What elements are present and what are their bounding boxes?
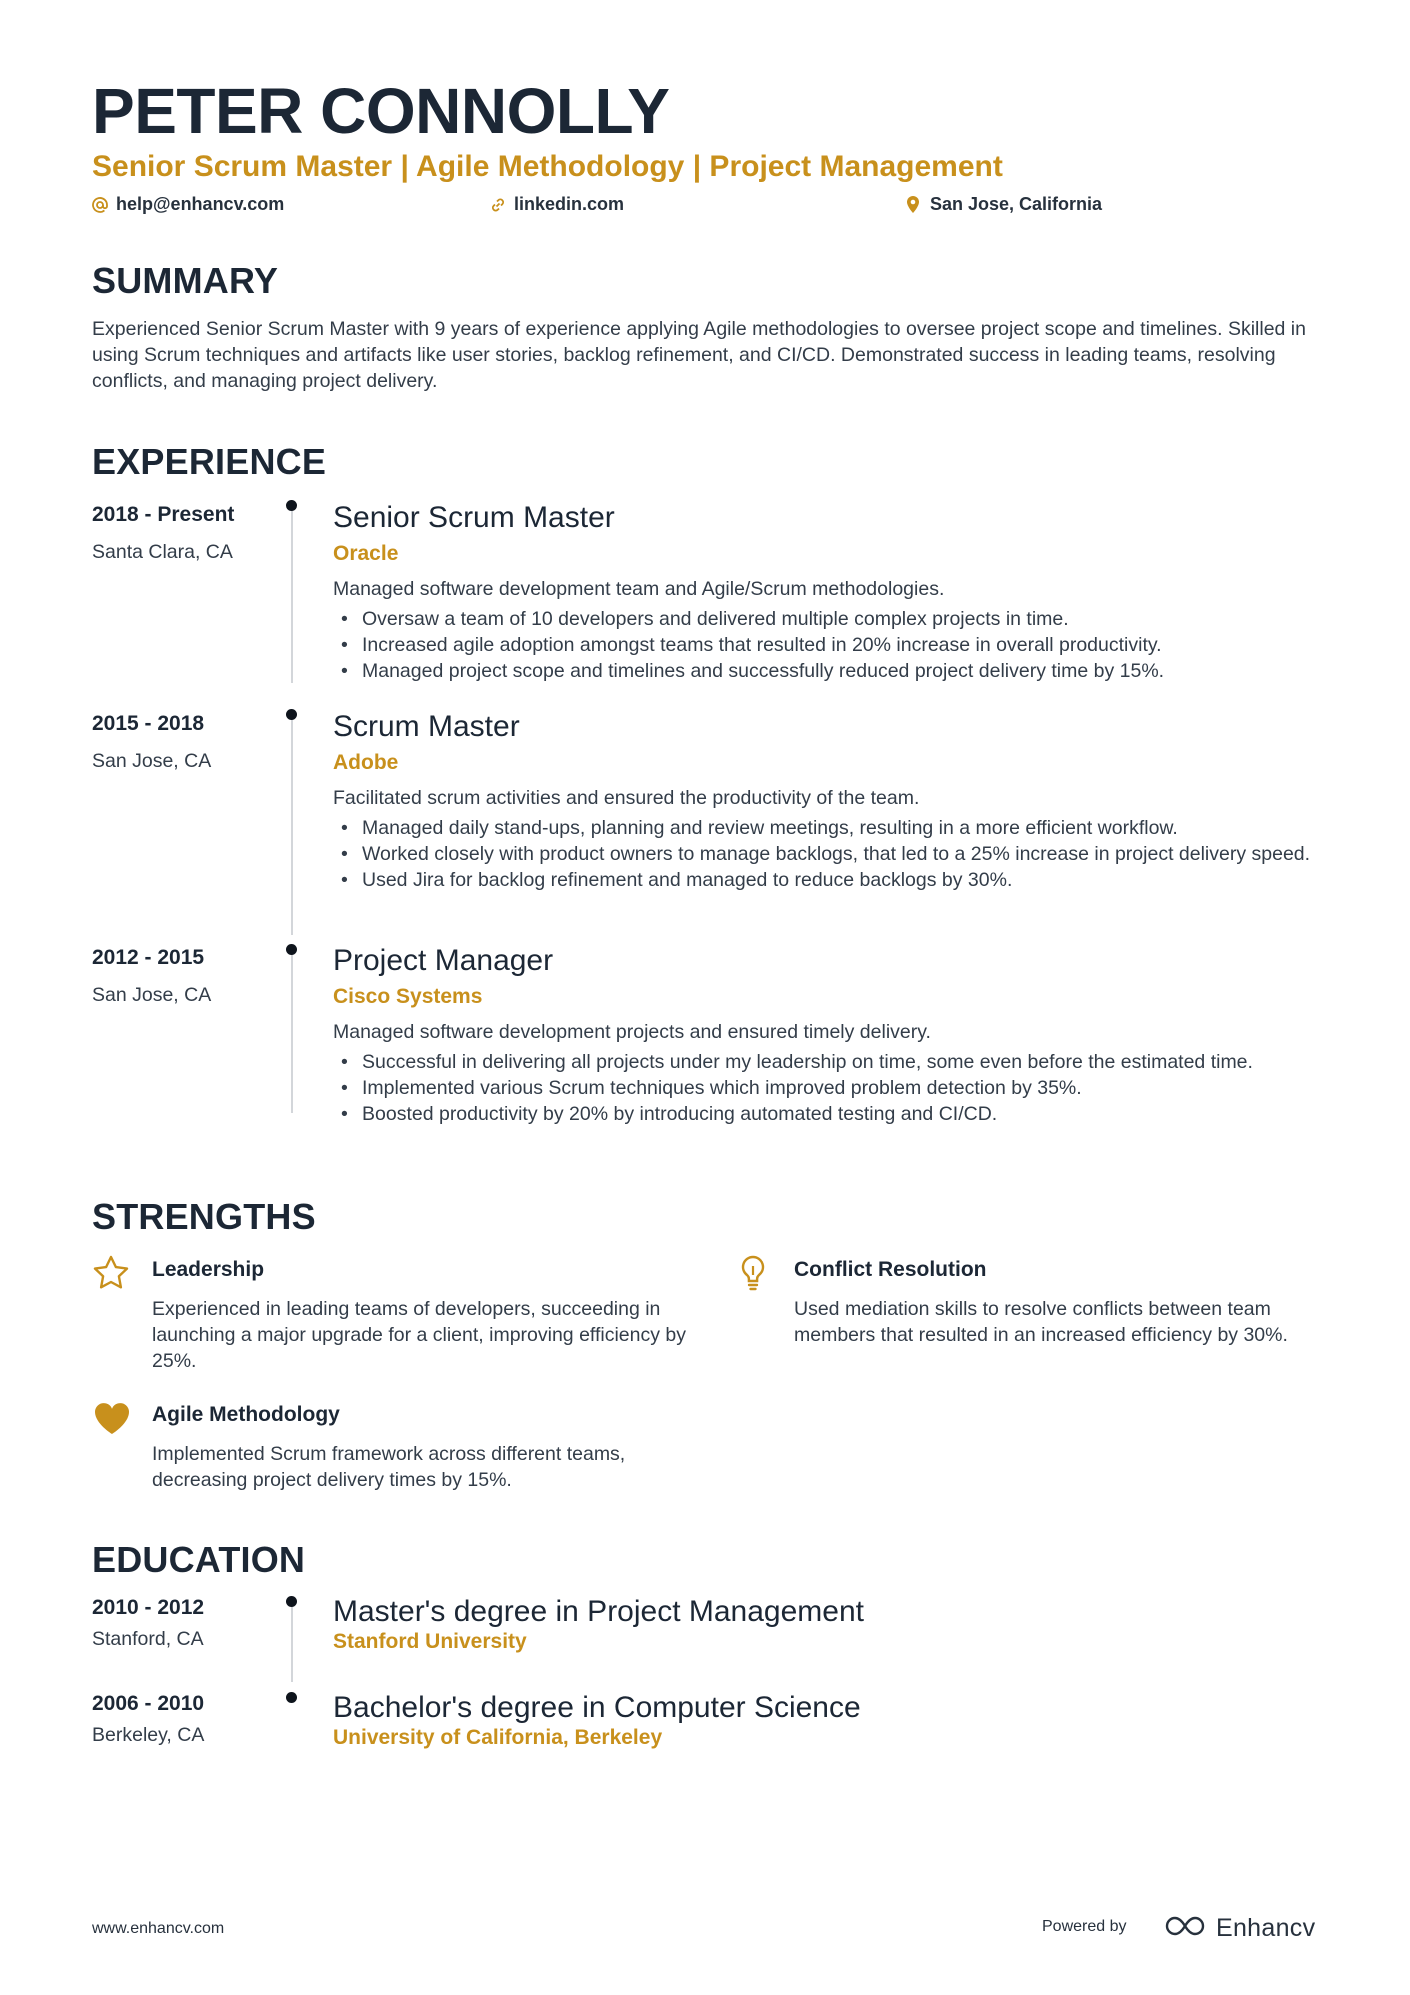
job-meta [92, 710, 272, 774]
strengths-heading: STRENGTHS [92, 1196, 316, 1237]
job-meta [92, 944, 272, 1008]
summary-heading: SUMMARY [92, 260, 279, 301]
brand-logo[interactable] [1162, 1908, 1315, 1948]
strength-title: Conflict Resolution [794, 1258, 987, 1281]
timeline-line [291, 1598, 293, 1682]
location-pin-icon [906, 196, 924, 214]
edu-location: Stanford, CA [92, 1628, 204, 1650]
job-entry [333, 709, 1323, 893]
timeline-dot [286, 500, 297, 511]
job-company: Adobe [333, 751, 399, 774]
strength-title: Leadership [152, 1258, 265, 1281]
contact-email-text: help@enhancv.com [116, 194, 285, 214]
strength-text: Used mediation skills to resolve conflicts between team members that resulted in an increased efficiency by 30%. [794, 1298, 1288, 1346]
strength-text: Implemented Scrum framework across different teams, decreasing project delivery times by 15%. [152, 1443, 626, 1491]
job-dates: 2012 - 2015 [92, 946, 205, 969]
bullet-text: Used Jira for backlog refinement and managed to reduce backlogs by 30%. [362, 869, 1013, 891]
headline: Senior Scrum Master | Agile Methodology | Project Management [92, 150, 1003, 183]
strength-title: Agile Methodology [152, 1403, 340, 1426]
edu-dates: 2006 - 2010 [92, 1692, 205, 1715]
job-dates: 2018 - Present [92, 503, 235, 526]
edu-school: Stanford University [333, 1630, 527, 1653]
job-entry [333, 500, 1323, 684]
timeline-line [291, 500, 293, 683]
edu-meta [92, 1690, 282, 1748]
bullet-text: Worked closely with product owners to manage backlogs, that led to a 25% increase in project delivery speed. [362, 843, 1311, 865]
bullet-text: Boosted productivity by 20% by introducing automated testing and CI/CD. [362, 1103, 998, 1125]
resume-page [92, 0, 1318, 1995]
job-title: Scrum Master [333, 710, 520, 743]
list-item: • Oversaw a team of 10 developers and delivered multiple complex projects in time. [341, 608, 1069, 630]
job-location: San Jose, CA [92, 750, 212, 772]
job-location: San Jose, CA [92, 984, 212, 1006]
list-item: • Worked closely with product owners to manage backlogs, that led to a 25% increase in project delivery speed. [341, 843, 1311, 865]
job-title: Project Manager [333, 944, 554, 977]
star-icon [92, 1254, 130, 1292]
job-bullets [333, 606, 1323, 684]
contact-linkedin[interactable] [490, 194, 624, 215]
summary-text: Experienced Senior Scrum Master with 9 years of experience applying Agile methodologies to oversee project scope and timelines. Skilled in using Scrum techniques and artifacts like user stories, backlog refinement, and CI/CD. Demonstrated success in leading teams, resolving conflicts, and managing project delivery. [92, 318, 1306, 392]
bullet-text: Implemented various Scrum techniques which improved problem detection by 35%. [362, 1077, 1082, 1099]
job-dates: 2015 - 2018 [92, 712, 205, 735]
timeline-line [291, 945, 293, 1113]
list-item: • Managed daily stand-ups, planning and review meetings, resulting in a more efficient workflow. [341, 817, 1178, 839]
lightbulb-icon [734, 1254, 772, 1292]
list-item: • Boosted productivity by 20% by introducing automated testing and CI/CD. [341, 1103, 998, 1125]
job-description: Managed software development projects and ensured timely delivery. [333, 1021, 931, 1043]
job-company: Cisco Systems [333, 985, 483, 1008]
experience-heading: EXPERIENCE [92, 441, 327, 482]
bullet-text: Oversaw a team of 10 developers and delivered multiple complex projects in time. [362, 608, 1069, 630]
heart-icon [92, 1399, 130, 1437]
contact-bar [92, 194, 1318, 220]
job-bullets [333, 1049, 1323, 1127]
edu-school: University of California, Berkeley [333, 1726, 663, 1749]
edu-entry [333, 1594, 1313, 1656]
timeline-line [291, 710, 293, 935]
infinity-logo-icon [1162, 1914, 1208, 1943]
edu-meta [92, 1594, 282, 1652]
job-location: Santa Clara, CA [92, 541, 233, 563]
list-item: • Used Jira for backlog refinement and managed to reduce backlogs by 30%. [341, 869, 1013, 891]
bullet-text: Increased agile adoption amongst teams that resulted in 20% increase in overall productivity. [362, 634, 1162, 656]
strength-text: Experienced in leading teams of developers, succeeding in launching a major upgrade for a client, improving efficiency by 25%. [152, 1298, 687, 1372]
job-description: Managed software development team and Agile/Scrum methodologies. [333, 578, 945, 600]
contact-location-text: San Jose, California [930, 194, 1103, 214]
candidate-name: PETER CONNOLLY [92, 75, 670, 147]
edu-location: Berkeley, CA [92, 1724, 205, 1746]
link-icon [490, 197, 508, 213]
job-bullets [333, 815, 1323, 893]
education-heading: EDUCATION [92, 1539, 306, 1580]
edu-dates: 2010 - 2012 [92, 1596, 205, 1619]
timeline-dot [286, 1596, 297, 1607]
bullet-text: Managed daily stand-ups, planning and review meetings, resulting in a more efficient workflow. [362, 817, 1178, 839]
job-entry [333, 943, 1323, 1127]
timeline-dot [286, 709, 297, 720]
edu-entry [333, 1690, 1313, 1752]
footer-url[interactable]: www.enhancv.com [92, 1920, 225, 1937]
list-item: • Implemented various Scrum techniques which improved problem detection by 35%. [341, 1077, 1082, 1099]
list-item: • Increased agile adoption amongst teams that resulted in 20% increase in overall productivity. [341, 634, 1162, 656]
list-item: • Successful in delivering all projects under my leadership on time, some even before the estimated time. [341, 1051, 1253, 1073]
contact-location [906, 194, 1102, 215]
brand-name: Enhancv [1216, 1913, 1316, 1942]
powered-by-label: Powered by [1042, 1918, 1127, 1935]
timeline-dot [286, 1692, 297, 1703]
edu-degree: Master's degree in Project Management [333, 1595, 864, 1628]
bullet-text: Successful in delivering all projects under my leadership on time, some even before the estimated time. [362, 1051, 1253, 1073]
bullet-text: Managed project scope and timelines and successfully reduced project delivery time by 15%. [362, 660, 1165, 682]
job-meta [92, 501, 272, 565]
at-icon [92, 197, 110, 213]
edu-degree: Bachelor's degree in Computer Science [333, 1691, 861, 1724]
list-item: • Managed project scope and timelines and successfully reduced project delivery time by 15%. [341, 660, 1165, 682]
timeline-dot [286, 944, 297, 955]
job-title: Senior Scrum Master [333, 501, 615, 534]
contact-email[interactable] [92, 194, 284, 215]
contact-linkedin-text: linkedin.com [514, 194, 625, 214]
job-description: Facilitated scrum activities and ensured the productivity of the team. [333, 787, 920, 809]
job-company: Oracle [333, 542, 399, 565]
